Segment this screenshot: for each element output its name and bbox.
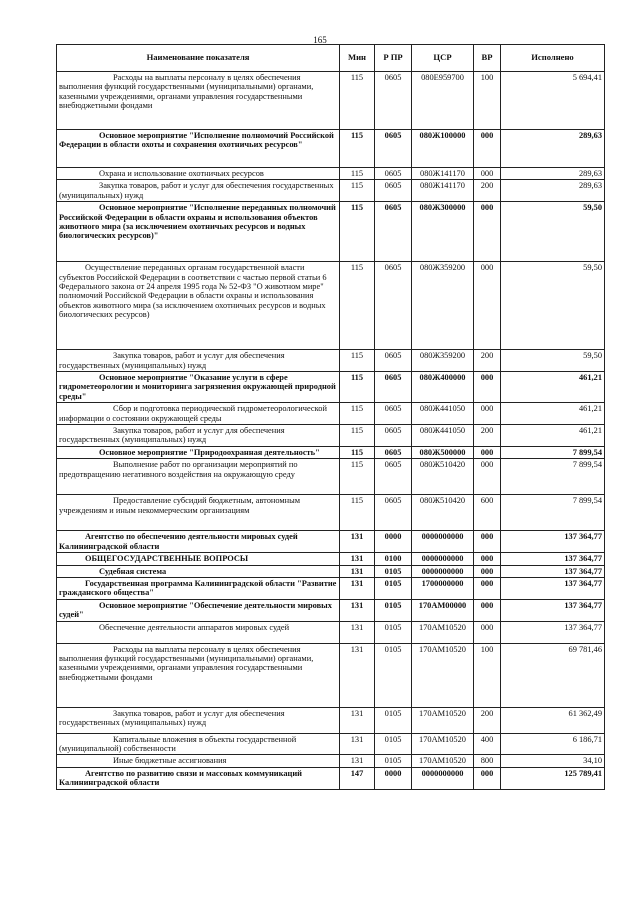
row-name: Основное мероприятие "Природоохранная деятельность" [57,446,340,458]
row-rpr: 0105 [375,733,412,755]
row-min: 131 [340,643,375,707]
table-row [57,372,605,403]
row-vr: 000 [474,599,501,621]
row-csr: 080Ж441050 [412,403,474,425]
row-vr: 000 [474,403,501,425]
row-vr: 000 [474,202,501,262]
row-min: 147 [340,767,375,789]
row-csr: 080Ж510420 [412,495,474,531]
table-row [57,643,605,707]
table-row [57,755,605,767]
row-name: Государственная программа Калининградской области "Развитие гражданского общества" [57,577,340,599]
table-row [57,459,605,495]
row-min: 115 [340,425,375,447]
row-vr: 000 [474,130,501,168]
row-min: 115 [340,180,375,202]
row-csr: 080Ж441050 [412,425,474,447]
row-exec: 69 781,46 [501,643,605,707]
table-row [57,403,605,425]
row-min: 115 [340,446,375,458]
row-min: 115 [340,350,375,372]
header-name: Наименование показателя [57,45,340,72]
header-exec: Исполнено [501,45,605,72]
row-rpr: 0105 [375,755,412,767]
row-csr: 170АМ10520 [412,643,474,707]
table-row [57,180,605,202]
row-csr: 0000000000 [412,553,474,565]
row-rpr: 0605 [375,403,412,425]
row-rpr: 0605 [375,350,412,372]
row-min: 115 [340,459,375,495]
row-rpr: 0105 [375,599,412,621]
row-exec: 137 364,77 [501,599,605,621]
row-rpr: 0105 [375,621,412,643]
row-name: Расходы на выплаты персоналу в целях обеспечения выполнения функций государственными (муниципальными) органами, казенными учреждениями, органами управления государственными внебюджетными фондами [57,72,340,130]
row-exec: 59,50 [501,262,605,350]
table-row [57,495,605,531]
row-name: Закупка товаров, работ и услуг для обеспечения государственных (муниципальных) нужд [57,350,340,372]
row-rpr: 0605 [375,130,412,168]
row-min: 131 [340,577,375,599]
row-vr: 000 [474,459,501,495]
row-csr: 080Ж141170 [412,168,474,180]
row-rpr: 0105 [375,707,412,733]
row-csr: 170АМ10520 [412,755,474,767]
row-min: 131 [340,733,375,755]
row-min: 115 [340,262,375,350]
row-exec: 137 364,77 [501,621,605,643]
row-name: Осуществление переданных органам государственной власти субъектов Российской Федерации в соответствии с частью первой статьи 6 Федерального закона от 24 апреля 1995 года № 52-ФЗ "О животном мире" полномочий Российской Федерации в области охраны и использования объектов животного мира (за исключением охотничьих ресурсов и водных биологических ресурсов) [57,262,340,350]
row-min: 131 [340,599,375,621]
row-min: 115 [340,403,375,425]
row-exec: 289,63 [501,168,605,180]
row-rpr: 0605 [375,459,412,495]
budget-table [56,44,605,790]
page-number: 165 [313,35,327,45]
row-name: ОБЩЕГОСУДАРСТВЕННЫЕ ВОПРОСЫ [57,553,340,565]
table-row [57,767,605,789]
table-row [57,565,605,577]
table-row [57,425,605,447]
row-exec: 7 899,54 [501,495,605,531]
row-min: 131 [340,531,375,553]
row-min: 131 [340,621,375,643]
row-vr: 200 [474,180,501,202]
row-csr: 0000000000 [412,767,474,789]
row-exec: 7 899,54 [501,446,605,458]
header-min: Мин [340,45,375,72]
row-csr: 080Ж359200 [412,262,474,350]
row-rpr: 0000 [375,767,412,789]
row-rpr: 0605 [375,262,412,350]
row-vr: 000 [474,168,501,180]
row-name: Основное мероприятие "Исполнение полномочий Российской Федерации в области охоты и сохранения охотничьих ресурсов" [57,130,340,168]
table-row [57,531,605,553]
row-csr: 170АМ10520 [412,621,474,643]
table-row [57,446,605,458]
row-name: Агентство по обеспечению деятельности мировых судей Калининградской области [57,531,340,553]
row-rpr: 0605 [375,180,412,202]
row-csr: 080Ж500000 [412,446,474,458]
table-row [57,599,605,621]
row-name: Закупка товаров, работ и услуг для обеспечения государственных (муниципальных) нужд [57,707,340,733]
row-vr: 000 [474,446,501,458]
row-name: Охрана и использование охотничьих ресурсов [57,168,340,180]
row-rpr: 0605 [375,446,412,458]
table-row [57,733,605,755]
row-name: Основное мероприятие "Обеспечение деятельности мировых судей" [57,599,340,621]
row-vr: 200 [474,707,501,733]
row-vr: 000 [474,262,501,350]
table-row [57,621,605,643]
row-vr: 000 [474,553,501,565]
row-exec: 6 186,71 [501,733,605,755]
row-name: Капитальные вложения в объекты государственной (муниципальной) собственности [57,733,340,755]
header-csr: ЦСР [412,45,474,72]
row-exec: 289,63 [501,130,605,168]
row-min: 115 [340,495,375,531]
row-vr: 000 [474,565,501,577]
row-rpr: 0605 [375,372,412,403]
row-csr: 080Е959700 [412,72,474,130]
row-vr: 200 [474,350,501,372]
table-row [57,72,605,130]
table-row [57,168,605,180]
row-rpr: 0105 [375,565,412,577]
row-name: Закупка товаров, работ и услуг для обеспечения государственных (муниципальных) нужд [57,180,340,202]
row-csr: 0000000000 [412,565,474,577]
row-name: Судебная система [57,565,340,577]
row-name: Обеспечение деятельности аппаратов мировых судей [57,621,340,643]
row-rpr: 0605 [375,168,412,180]
row-name: Основное мероприятие "Исполнение переданных полномочий Российской Федерации в области охраны и использования объектов животного мира (за исключением охотничьих ресурсов и водных биологических ресурсов)" [57,202,340,262]
row-vr: 100 [474,72,501,130]
row-name: Выполнение работ по организации мероприятий по предотвращению негативного воздействия на окружающую среду [57,459,340,495]
row-vr: 000 [474,767,501,789]
row-exec: 137 364,77 [501,531,605,553]
row-csr: 1700000000 [412,577,474,599]
row-vr: 000 [474,577,501,599]
row-min: 131 [340,565,375,577]
row-csr: 080Ж141170 [412,180,474,202]
header-vr: ВР [474,45,501,72]
row-exec: 461,21 [501,372,605,403]
table-row [57,577,605,599]
row-vr: 200 [474,425,501,447]
row-exec: 461,21 [501,425,605,447]
row-exec: 125 789,41 [501,767,605,789]
row-rpr: 0105 [375,643,412,707]
row-min: 115 [340,130,375,168]
row-min: 131 [340,755,375,767]
table-row [57,350,605,372]
table-row [57,553,605,565]
row-min: 115 [340,72,375,130]
row-name: Закупка товаров, работ и услуг для обеспечения государственных (муниципальных) нужд [57,425,340,447]
row-rpr: 0000 [375,531,412,553]
row-name: Предоставление субсидий бюджетным, автономным учреждениям и иным некоммерческим организациям [57,495,340,531]
row-rpr: 0100 [375,553,412,565]
row-min: 115 [340,168,375,180]
row-exec: 7 899,54 [501,459,605,495]
row-exec: 137 364,77 [501,565,605,577]
row-exec: 137 364,77 [501,553,605,565]
row-rpr: 0605 [375,72,412,130]
row-exec: 137 364,77 [501,577,605,599]
row-exec: 61 362,49 [501,707,605,733]
row-rpr: 0105 [375,577,412,599]
row-exec: 461,21 [501,403,605,425]
row-rpr: 0605 [375,495,412,531]
table-row [57,130,605,168]
row-csr: 170АМ00000 [412,599,474,621]
row-vr: 000 [474,372,501,403]
row-vr: 800 [474,755,501,767]
row-vr: 000 [474,531,501,553]
row-csr: 080Ж300000 [412,202,474,262]
row-vr: 400 [474,733,501,755]
row-csr: 080Ж359200 [412,350,474,372]
row-csr: 080Ж100000 [412,130,474,168]
row-min: 131 [340,707,375,733]
row-name: Сбор и подготовка периодической гидрометеорологической информации о состоянии окружающей среды [57,403,340,425]
row-csr: 080Ж510420 [412,459,474,495]
row-name: Агентство по развитию связи и массовых коммуникаций Калининградской области [57,767,340,789]
row-exec: 59,50 [501,350,605,372]
row-min: 115 [340,202,375,262]
row-exec: 5 694,41 [501,72,605,130]
row-exec: 34,10 [501,755,605,767]
row-exec: 59,50 [501,202,605,262]
row-min: 131 [340,553,375,565]
row-vr: 600 [474,495,501,531]
row-csr: 170АМ10520 [412,707,474,733]
row-rpr: 0605 [375,425,412,447]
row-name: Расходы на выплаты персоналу в целях обеспечения выполнения функций государственными (муниципальными) органами, казенными учреждениями, органами управления государственными внебюджетными фондами [57,643,340,707]
row-exec: 289,63 [501,180,605,202]
row-min: 115 [340,372,375,403]
row-rpr: 0605 [375,202,412,262]
row-csr: 0000000000 [412,531,474,553]
row-vr: 000 [474,621,501,643]
table-row [57,262,605,350]
row-name: Основное мероприятие "Оказание услуги в сфере гидрометеорологии и мониторинга загрязнения окружающей природной среды" [57,372,340,403]
table-row [57,707,605,733]
header-rpr: Р ПР [375,45,412,72]
row-vr: 100 [474,643,501,707]
header-row [57,45,605,72]
row-csr: 170АМ10520 [412,733,474,755]
table-row [57,202,605,262]
row-name: Иные бюджетные ассигнования [57,755,340,767]
row-csr: 080Ж400000 [412,372,474,403]
